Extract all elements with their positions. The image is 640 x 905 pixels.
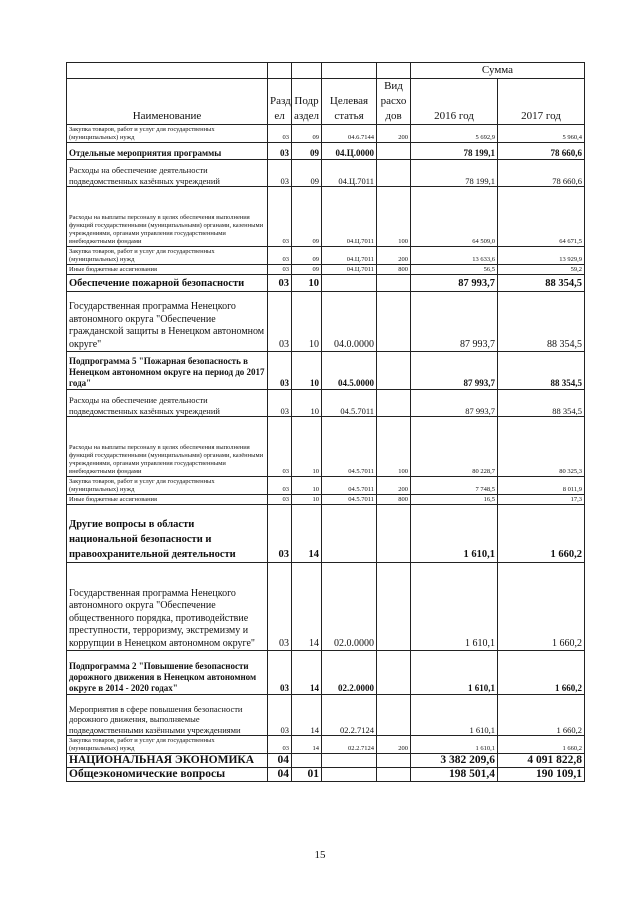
header-empty <box>268 63 292 79</box>
row-value-2016: 198 501,4 <box>411 768 498 782</box>
row-target: 02.2.0000 <box>322 651 377 695</box>
row-target <box>322 768 377 782</box>
row-vid <box>377 505 411 563</box>
row-vid: 200 <box>377 477 411 495</box>
row-name: Иные бюджетные ассигнования <box>67 265 268 275</box>
row-podrazdel: 10 <box>292 292 322 352</box>
row-vid <box>377 352 411 390</box>
row-podrazdel: 14 <box>292 563 322 651</box>
row-podrazdel: 09 <box>292 125 322 143</box>
row-value-2016: 7 748,5 <box>411 477 498 495</box>
row-podrazdel: 10 <box>292 390 322 417</box>
row-podrazdel: 09 <box>292 247 322 265</box>
row-target: 04.Ц.7011 <box>322 247 377 265</box>
row-value-2016: 87 993,7 <box>411 275 498 292</box>
page-number: 15 <box>314 849 326 861</box>
row-name: НАЦИОНАЛЬНАЯ ЭКОНОМИКА <box>67 754 268 768</box>
row-value-2016: 78 199,1 <box>411 160 498 187</box>
row-value-2017: 88 354,5 <box>498 352 585 390</box>
row-name: Расходы на обеспечение деятельности подведомственных казённых учреждений <box>67 390 268 417</box>
table-row <box>67 477 585 495</box>
row-name: Мероприятия в сфере повышения безопасности дорожного движения, выполняемые подведомственными казёнными учреждениями <box>67 695 268 736</box>
row-razdel: 03 <box>268 265 292 275</box>
row-value-2017: 78 660,6 <box>498 143 585 160</box>
row-target: 02.2.7124 <box>322 736 377 754</box>
row-name: Подпрограмма 2 "Повышение безопасности дорожного движения в Ненецком автономном округе в 2014 - 2020 годах" <box>67 651 268 695</box>
row-name: Общеэкономические вопросы <box>67 768 268 782</box>
row-razdel: 03 <box>268 187 292 247</box>
row-name: Отдельные мероприятия программы <box>67 143 268 160</box>
row-vid: 100 <box>377 187 411 247</box>
row-value-2016: 64 509,0 <box>411 187 498 247</box>
row-target: 04.5.7011 <box>322 477 377 495</box>
row-value-2017: 78 660,6 <box>498 160 585 187</box>
row-razdel: 03 <box>268 292 292 352</box>
row-target: 04.5.7011 <box>322 390 377 417</box>
row-value-2017: 1 660,2 <box>498 563 585 651</box>
row-razdel: 03 <box>268 160 292 187</box>
row-podrazdel: 09 <box>292 160 322 187</box>
row-value-2017: 64 671,5 <box>498 187 585 247</box>
row-podrazdel: 09 <box>292 265 322 275</box>
row-target: 04.5.7011 <box>322 417 377 477</box>
row-razdel: 03 <box>268 390 292 417</box>
row-razdel: 03 <box>268 563 292 651</box>
row-value-2017: 17,3 <box>498 495 585 505</box>
row-razdel: 03 <box>268 651 292 695</box>
table-row <box>67 505 585 563</box>
row-name: Закупка товаров, работ и услуг для государственных (муниципальных) нужд <box>67 247 268 265</box>
row-razdel: 03 <box>268 495 292 505</box>
row-target: 02.2.7124 <box>322 695 377 736</box>
row-target: 04.Ц.7011 <box>322 187 377 247</box>
table-row <box>67 275 585 292</box>
row-target: 04.5.0000 <box>322 352 377 390</box>
table-row <box>67 563 585 651</box>
table-row <box>67 736 585 754</box>
row-name: Государственная программа Ненецкого автономного округа "Обеспечение общественного порядка, противодействие преступности, терроризму, экстремизму и коррупции в Ненецком автономном округе" <box>67 563 268 651</box>
header-year-2017: 2017 год <box>498 79 585 125</box>
row-value-2016: 78 199,1 <box>411 143 498 160</box>
row-value-2016: 13 633,6 <box>411 247 498 265</box>
row-vid <box>377 651 411 695</box>
header-row-top <box>67 63 585 79</box>
row-vid <box>377 754 411 768</box>
row-vid <box>377 390 411 417</box>
row-value-2017: 88 354,5 <box>498 292 585 352</box>
row-podrazdel: 10 <box>292 275 322 292</box>
row-target <box>322 505 377 563</box>
row-podrazdel: 14 <box>292 505 322 563</box>
row-value-2016: 1 610,1 <box>411 651 498 695</box>
row-value-2017: 4 091 822,8 <box>498 754 585 768</box>
row-podrazdel: 09 <box>292 187 322 247</box>
row-value-2017: 1 660,2 <box>498 651 585 695</box>
row-name: Государственная программа Ненецкого автономного округа "Обеспечение гражданской защиты в Ненецком автономном округе" <box>67 292 268 352</box>
row-target <box>322 754 377 768</box>
table-row <box>67 768 585 782</box>
table-body <box>67 125 585 782</box>
row-podrazdel: 14 <box>292 736 322 754</box>
row-razdel: 03 <box>268 275 292 292</box>
row-value-2016: 56,5 <box>411 265 498 275</box>
row-vid <box>377 275 411 292</box>
row-name: Подпрограмма 5 "Пожарная безопасность в Ненецком автономном округе на период до 2017 года" <box>67 352 268 390</box>
table-row <box>67 292 585 352</box>
row-name: Другие вопросы в области национальной безопасности и правоохранительной деятельности <box>67 505 268 563</box>
table-row <box>67 390 585 417</box>
table-row <box>67 160 585 187</box>
row-value-2016: 16,5 <box>411 495 498 505</box>
row-target: 04.Ц.0000 <box>322 143 377 160</box>
header-podrazdel: Подр аздел <box>292 79 322 125</box>
header-razdel: Разд ел <box>268 79 292 125</box>
row-value-2016: 1 610,1 <box>411 695 498 736</box>
row-value-2017: 190 109,1 <box>498 768 585 782</box>
header-sum: Сумма <box>411 63 585 79</box>
row-podrazdel: 01 <box>292 768 322 782</box>
row-value-2017: 8 011,9 <box>498 477 585 495</box>
row-value-2016: 3 382 209,6 <box>411 754 498 768</box>
row-value-2017: 80 325,3 <box>498 417 585 477</box>
row-name: Обеспечение пожарной безопасности <box>67 275 268 292</box>
row-vid <box>377 563 411 651</box>
row-target: 04.6.7144 <box>322 125 377 143</box>
row-vid: 800 <box>377 495 411 505</box>
row-vid <box>377 768 411 782</box>
row-podrazdel: 14 <box>292 695 322 736</box>
row-razdel: 03 <box>268 125 292 143</box>
row-vid <box>377 292 411 352</box>
row-razdel: 03 <box>268 695 292 736</box>
table-row <box>67 125 585 143</box>
row-target: 02.0.0000 <box>322 563 377 651</box>
row-vid: 200 <box>377 125 411 143</box>
row-value-2017: 88 354,5 <box>498 390 585 417</box>
row-value-2017: 1 660,2 <box>498 505 585 563</box>
table-row <box>67 754 585 768</box>
row-podrazdel: 10 <box>292 495 322 505</box>
row-vid: 200 <box>377 736 411 754</box>
row-value-2017: 13 929,9 <box>498 247 585 265</box>
header-empty <box>67 63 268 79</box>
row-name: Расходы на обеспечение деятельности подведомственных казённых учреждений <box>67 160 268 187</box>
row-name: Закупка товаров, работ и услуг для государственных (муниципальных) нужд <box>67 736 268 754</box>
header-empty <box>322 63 377 79</box>
row-razdel: 04 <box>268 754 292 768</box>
table-row <box>67 247 585 265</box>
row-value-2017: 1 660,2 <box>498 736 585 754</box>
row-razdel: 03 <box>268 352 292 390</box>
row-value-2016: 1 610,1 <box>411 505 498 563</box>
row-vid <box>377 143 411 160</box>
row-razdel: 03 <box>268 477 292 495</box>
row-value-2016: 1 610,1 <box>411 563 498 651</box>
row-podrazdel: 14 <box>292 651 322 695</box>
row-vid: 100 <box>377 417 411 477</box>
row-value-2016: 5 692,9 <box>411 125 498 143</box>
row-value-2016: 80 228,7 <box>411 417 498 477</box>
row-vid <box>377 695 411 736</box>
row-value-2016: 87 993,7 <box>411 390 498 417</box>
table-row <box>67 651 585 695</box>
header-empty <box>292 63 322 79</box>
row-value-2017: 88 354,5 <box>498 275 585 292</box>
row-target: 04.Ц.7011 <box>322 265 377 275</box>
row-value-2016: 87 993,7 <box>411 352 498 390</box>
row-value-2016: 87 993,7 <box>411 292 498 352</box>
row-name: Расходы на выплаты персоналу в целях обеспечения выполнения функций государственными (муниципальными) органами, казенными учреждениями, органами управления государственными внебюджетными фондами <box>67 187 268 247</box>
row-razdel: 03 <box>268 247 292 265</box>
header-row <box>67 79 585 125</box>
row-target: 04.5.7011 <box>322 495 377 505</box>
table-row <box>67 695 585 736</box>
table-row <box>67 143 585 160</box>
budget-table <box>66 62 585 782</box>
row-target: 04.0.0000 <box>322 292 377 352</box>
row-vid <box>377 160 411 187</box>
header-name: Наименование <box>67 79 268 125</box>
row-name: Иные бюджетные ассигнования <box>67 495 268 505</box>
header-empty <box>377 63 411 79</box>
row-vid: 800 <box>377 265 411 275</box>
row-vid: 200 <box>377 247 411 265</box>
row-name: Закупка товаров, работ и услуг для государственных (муниципальных) нужд <box>67 477 268 495</box>
row-value-2017: 5 960,4 <box>498 125 585 143</box>
table-row <box>67 495 585 505</box>
table-row <box>67 417 585 477</box>
table-row <box>67 352 585 390</box>
row-podrazdel: 10 <box>292 352 322 390</box>
row-name: Закупка товаров, работ и услуг для государственных (муниципальных) нужд <box>67 125 268 143</box>
row-value-2017: 59,2 <box>498 265 585 275</box>
row-podrazdel <box>292 754 322 768</box>
header-year-2016: 2016 год <box>411 79 498 125</box>
row-razdel: 03 <box>268 143 292 160</box>
row-podrazdel: 10 <box>292 417 322 477</box>
row-target <box>322 275 377 292</box>
table-row <box>67 265 585 275</box>
table-row <box>67 187 585 247</box>
header-target: Целевая статья <box>322 79 377 125</box>
row-razdel: 03 <box>268 505 292 563</box>
row-razdel: 04 <box>268 768 292 782</box>
header-vid: Вид расхо дов <box>377 79 411 125</box>
row-razdel: 03 <box>268 736 292 754</box>
row-name: Расходы на выплаты персоналу в целях обеспечения выполнения функций государственными (муниципальными) органами, казёнными учреждениями, органами управления государственными внебюджетными фондами <box>67 417 268 477</box>
row-value-2017: 1 660,2 <box>498 695 585 736</box>
row-value-2016: 1 610,1 <box>411 736 498 754</box>
row-razdel: 03 <box>268 417 292 477</box>
row-podrazdel: 09 <box>292 143 322 160</box>
row-target: 04.Ц.7011 <box>322 160 377 187</box>
row-podrazdel: 10 <box>292 477 322 495</box>
